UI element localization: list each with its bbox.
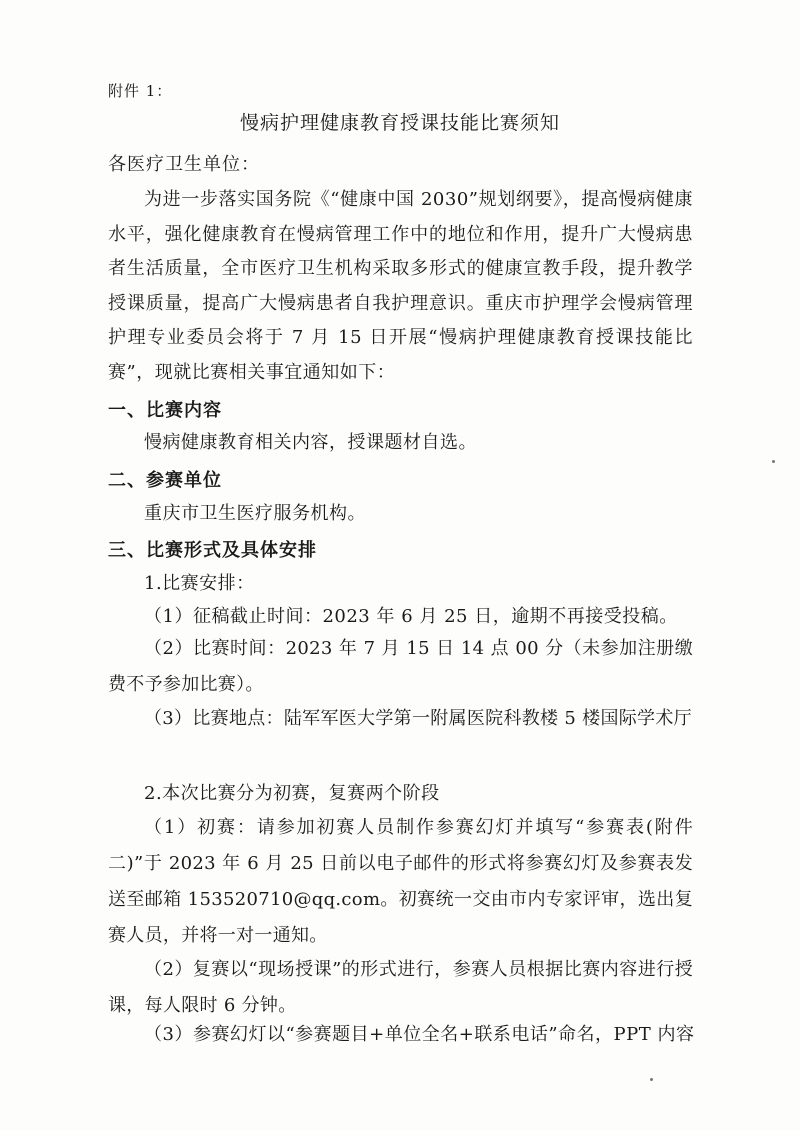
- arrangement-item-time: （2）比赛时间：2023 年 7 月 15 日 14 点 00 分（未参加注册缴费不予参加比赛）。: [108, 638, 693, 695]
- scan-speck: [650, 1078, 653, 1081]
- section-heading-units: 二、参赛单位: [108, 470, 222, 491]
- section-text-units: 重庆市卫生医疗服务机构。: [144, 503, 366, 524]
- stage-preliminary: （1）初赛：请参加初赛人员制作参赛幻灯并填写“参赛表(附件二)”于 2023 年 6 月 25 日前以电子邮件的形式将参赛幻灯及参赛表发送至邮箱 153520710@qq.com。初赛统一交由市内专家评审，选出复赛人员，并将一对一通知。: [108, 817, 693, 946]
- arrangement-label: 1.比赛安排：: [144, 573, 255, 594]
- stages-label: 2.本次比赛分为初赛，复赛两个阶段: [144, 783, 440, 804]
- intro-paragraph: 为进一步落实国务院《“健康中国 2030”规划纲要》，提高慢病健康水平，强化健康教育在慢病管理工作中的地位和作用，提升广大慢病患者生活质量，全市医疗卫生机构采取多形式的健康宣教手段，提升教学授课质量，提高广大慢病患者自我护理意识。重庆市护理学会慢病管理护理专业委员会将于 7 月 15 日开展“慢病护理健康教育授课技能比赛”，现就比赛相关事宜通知如下：: [108, 189, 693, 383]
- arrangement-item-venue: （3）比赛地点：陆军军医大学第一附属医院科教楼 5 楼国际学术厅: [144, 708, 692, 729]
- stage-slides-naming: （3）参赛幻灯以“参赛题目+单位全名+联系电话”命名，PPT 内容: [144, 1024, 695, 1045]
- arrangement-item-deadline: （1）征稿截止时间：2023 年 6 月 25 日，逾期不再接受投稿。: [144, 606, 678, 627]
- stage-final: （2）复赛以“现场授课”的形式进行，参赛人员根据比赛内容进行授课，每人限时 6 分钟。: [108, 959, 693, 1016]
- salutation: 各医疗卫生单位：: [108, 154, 260, 175]
- section-text-content: 慢病健康教育相关内容，授课题材自选。: [144, 432, 477, 453]
- document-title: 慢病护理健康教育授课技能比赛须知: [239, 112, 560, 134]
- section-heading-content: 一、比赛内容: [108, 400, 222, 421]
- section-heading-format: 三、比赛形式及具体安排: [108, 540, 317, 561]
- attachment-label: 附件 1：: [108, 82, 173, 100]
- scan-speck: [772, 460, 775, 463]
